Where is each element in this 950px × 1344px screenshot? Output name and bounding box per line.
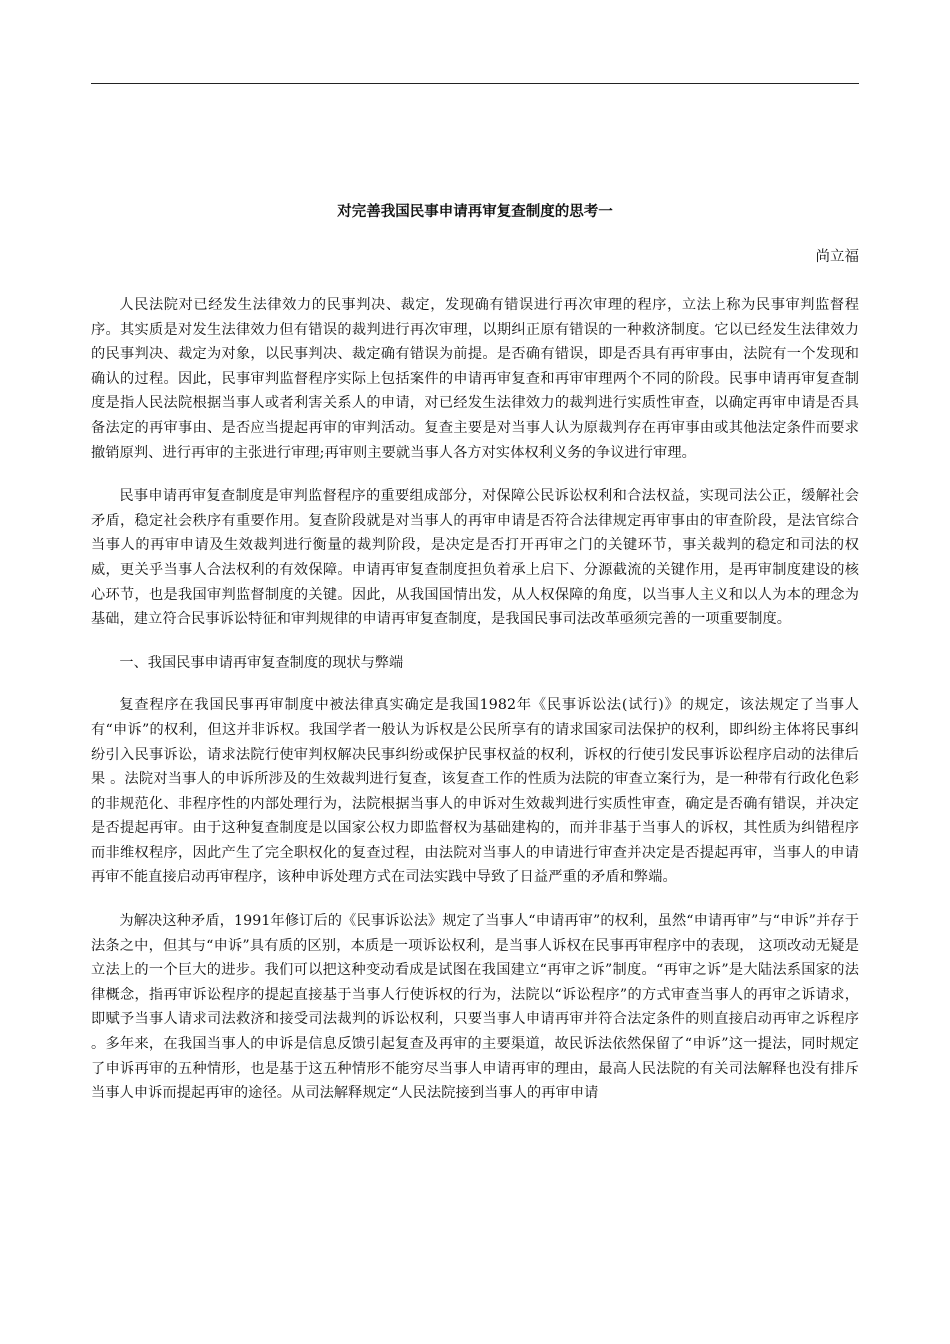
body-paragraph: 民事申请再审复查制度是审判监督程序的重要组成部分，对保障公民诉讼权利和合法权益，实现司法公正，缓解社会矛盾，稳定社会秩序有重要作用。复查阶段就是对当事人的再审申请是否符合法律规定再审事由的审查阶段，是法官综合当事人的再审申请及生效裁判进行衡量的裁判阶段，是决定是否打开再审之门的关键环节，事关裁判的稳定和司法的权威，更关乎当事人合法权利的有效保障。申请再审复查制度担负着承上启下、分源截流的关键作用，是再审制度建设的核心环节，也是我国审判监督制度的关键。因此，从我国国情出发，从人权保障的角度，以当事人主义和以人为本的理念为基础，建立符合民事诉讼特征和审判规律的申请再审复查制度，是我国民事司法改革亟须完善的一项重要制度。: [91, 488, 859, 628]
section-heading: 一、我国民事申请再审复查制度的现状与弊端: [119, 654, 404, 671]
document-title: 对完善我国民事申请再审复查制度的思考一: [337, 204, 613, 220]
body-paragraph: 人民法院对已经发生法律效力的民事判决、裁定，发现确有错误进行再次审理的程序，立法上称为民事审判监督程序。其实质是对发生法律效力但有错误的裁判进行再次审理，以期纠正原有错误的一种救济制度。它以已经发生法律效力的民事判决、裁定为对象，以民事判决、裁定确有错误为前提。是否确有错误，即是否具有再审事由，法院有一个发现和确认的过程。因此，民事审判监督程序实际上包括案件的申请再审复查和再审审理两个不同的阶段。民事申请再审复查制度是指人民法院根据当事人或者利害关系人的申请，对已经发生法律效力的裁判进行实质性审查，以确定再审申请是否具备法定的再审事由、是否应当提起再审的审判活动。复查主要是对当事人认为原裁判存在再审事由或其他法定条件而要求撤销原判、进行再审的主张进行审理;再审则主要就当事人各方对实体权利义务的争议进行审理。: [91, 297, 859, 461]
document-author: 尚立福: [815, 249, 859, 265]
header-rule: [91, 83, 859, 84]
body-paragraph: 为解决这种矛盾，1991年修订后的《民事诉讼法》规定了当事人“申请再审”的权利，虽然“申请再审”与“申诉”并存于法条之中，但其与“申诉”具有质的区别，本质是一项诉讼权利，是当事人诉权在民事再审程序中的表现， 这项改动无疑是立法上的一个巨大的进步。我们可以把这种变动看成是试图在我国建立“再审之诉”制度。“再审之诉”是大陆法系国家的法律概念，指再审诉讼程序的提起直接基于当事人行使诉权的行为，法院以“诉讼程序”的方式审查当事人的再审之诉请求，即赋予当事人请求司法救济和接受司法裁判的诉讼权利，只要当事人申请再审并符合法定条件的则直接启动再审之诉程序 。多年来，在我国当事人的申诉是信息反馈引起复查及再审的主要渠道，故民诉法依然保留了“申诉”这一提法，同时规定了申诉再审的五种情形，也是基于这五种情形不能穷尽当事人申请再审的理由，最高人民法院的有关司法解释也没有排斥当事人申诉而提起再审的途径。从司法解释规定“人民法院接到当事人的再审申请: [91, 913, 859, 1102]
document-body: [91, 293, 859, 1125]
body-paragraph: 复查程序在我国民事再审制度中被法律真实确定是我国1982年《民事诉讼法(试行)》的规定，该法规定了当事人有“申诉”的权利，但这并非诉权。我国学者一般认为诉权是公民所享有的请求国家司法保护的权利，即纠纷主体将民事纠纷引入民事诉讼，请求法院行使审判权解决民事纠纷或保护民事权益的权利，诉权的行使引发民事诉讼程序启动的法律后果 。法院对当事人的申诉所涉及的生效裁判进行复查，该复查工作的性质为法院的审查立案行为，是一种带有行政化色彩的非规范化、非程序性的内部处理行为，法院根据当事人的申诉对生效裁判进行实质性审查，确定是否确有错误，并决定是否提起再审。由于这种复查制度是以国家公权力即监督权为基础建构的，而并非基于当事人的诉权，其性质为纠错程序而非维权程序，因此产生了完全职权化的复查过程，由法院对当事人的申请进行审查并决定是否提起再审，当事人的申请再审不能直接启动再审程序，该种申诉处理方式在司法实践中导致了日益严重的矛盾和弊端。: [91, 697, 859, 886]
